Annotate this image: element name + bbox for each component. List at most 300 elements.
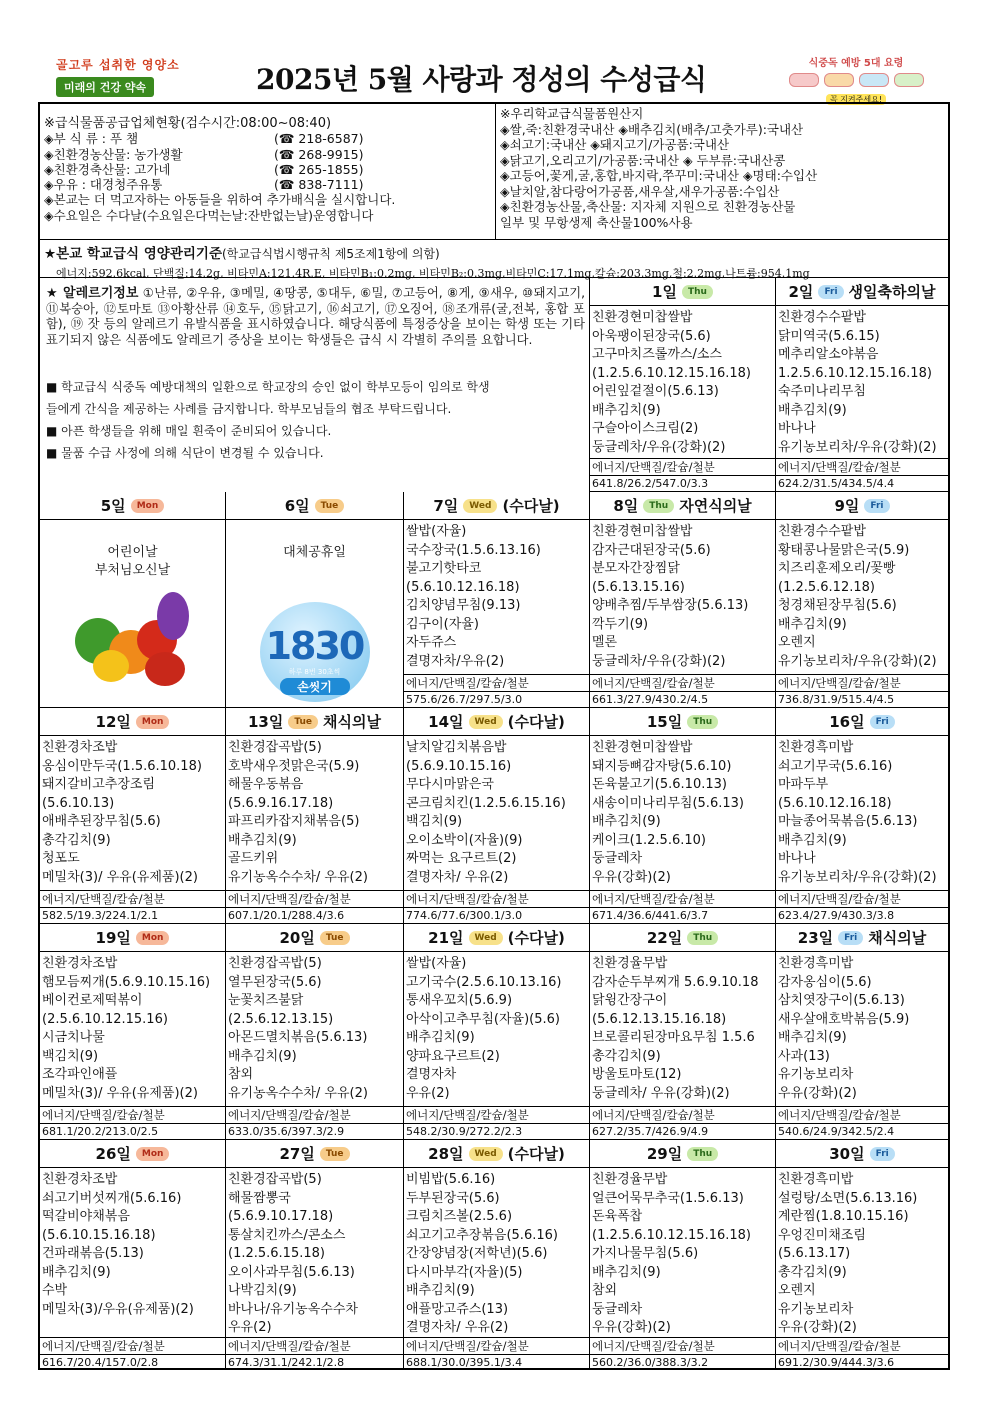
- menu-item: 친환경현미찹쌀밥: [592, 524, 693, 539]
- menu-item: 크림치즈볼(2.5.6): [406, 1209, 513, 1224]
- nutrition-values: 575.6/26.7/297.5/3.0: [404, 691, 589, 707]
- day-cell: [590, 278, 776, 492]
- weekday-badge: Mon: [131, 499, 165, 513]
- menu-item: 둥글레차: [592, 851, 643, 866]
- menu-item: 다시마부각(자율)(5): [406, 1264, 523, 1280]
- menu-item: 열무된장국(5.6): [228, 974, 322, 990]
- weekday-badge: Wed: [463, 499, 497, 513]
- menu-list: [40, 736, 225, 887]
- menu-item: 배추김치(9): [406, 1030, 475, 1045]
- holiday-note: [226, 520, 403, 562]
- menu-item: (5.6.9.10.17.18): [228, 1209, 334, 1224]
- weekday-badge: Fri: [818, 285, 843, 299]
- day-header: [226, 708, 403, 736]
- nutrition-values: 774.6/77.6/300.1/3.0: [404, 907, 589, 923]
- origin-info: [496, 104, 948, 240]
- origin-line: ◈닭고기,오리고기/가공품:국내산 ◈ 두부류:국내산콩: [500, 152, 786, 168]
- menu-item: 마늘종어묵볶음(5.6.13): [778, 814, 918, 829]
- day-header: [590, 708, 775, 736]
- day-header: [226, 492, 403, 520]
- menu-item: 결명자차/ 우유(2): [406, 869, 509, 885]
- menu-item: 돈육폭찹: [592, 1209, 643, 1224]
- supplier-row: ◈우유 : 대경청주유통 (☎ 838-7111): [44, 177, 364, 193]
- menu-item: 오렌지: [778, 635, 816, 650]
- nutrition-values: 671.4/36.6/441.6/3.7: [590, 907, 775, 923]
- day-header: [40, 924, 225, 952]
- day-event: (수다날): [502, 497, 560, 515]
- nutrition-label: 에너지/단백질/칼슘/철분: [40, 1337, 225, 1354]
- menu-item: 해물짬뽕국: [228, 1190, 291, 1206]
- menu-item: 배추김치(9): [228, 832, 297, 848]
- menu-item: 비빔밥(5.6.16): [406, 1172, 496, 1187]
- day-number: 26일: [95, 1145, 131, 1163]
- menu-list: [404, 736, 589, 887]
- nutrition-label: 에너지/단백질/칼슘/철분: [404, 674, 589, 691]
- menu-item: 청포도: [42, 851, 80, 866]
- menu-item: 쌀밥(자율): [406, 524, 467, 539]
- day-header: [776, 1140, 948, 1168]
- menu-item: 메밀차(3)/ 우유(유제품)(2): [42, 869, 198, 885]
- menu-item: 참외: [592, 1283, 618, 1298]
- holiday-name: 부처님오신날: [94, 563, 171, 578]
- menu-item: 우엉진미채조림: [778, 1227, 866, 1243]
- menu-item: 돼지갈비고추장조림: [42, 777, 156, 792]
- menu-item: 우유(2): [406, 1085, 450, 1101]
- day-header: [226, 924, 403, 952]
- menu-item: 골드키위: [228, 851, 279, 866]
- allergy-text: ①난류, ②우유, ③메밀, ④땅콩, ⑤대두, ⑥밀, ⑦고등어, ⑧게, ⑨새우, ⑩돼지고기, ⑪복숭아, ⑫토마토 ⑬아황산류 ⑭호두, ⑮닭고기, ⑯쇠고기, ⑰오징어, ⑱조개류(굴,전복, 홍합 포함), ⑲ 잣 등의 알레르기 유발식품을 표시하였습니다. 해당식품에 특정증상을 보이는 학생 또는 기타 표기되지 않은 식품에도 알레르기 증상을 보이는 학생들은 급식 시 각별히 주의를 요합니다.: [46, 286, 585, 347]
- menu-item: 친환경차조밥: [42, 740, 118, 755]
- day-number: 9일: [834, 497, 860, 515]
- menu-item: 메밀차(3)/우유(유제품)(2): [42, 1301, 194, 1317]
- menu-item: 어린잎겉절이(5.6.13): [592, 384, 719, 399]
- day-header: [776, 924, 948, 952]
- menu-item: 돼지등뼈감자탕(5.6.10): [592, 758, 732, 774]
- notice-list: [46, 376, 585, 464]
- day-header: [404, 924, 589, 952]
- menu-item: 양파요구르트(2): [406, 1048, 500, 1064]
- menu-item: (1.2.5.6.10.12.15.16.18): [592, 365, 751, 381]
- menu-item: 설렁탕/소면(5.6.13.16): [778, 1190, 918, 1206]
- menu-list: [226, 1168, 403, 1338]
- menu-item: 친환경잡곡밥(5): [228, 740, 322, 755]
- weekday-badge: Thu: [682, 285, 713, 299]
- menu-item: 배추김치(9): [592, 1264, 661, 1280]
- day-event: (수다날): [507, 929, 565, 947]
- nutrition-label: 에너지/단백질/칼슘/철분: [590, 674, 775, 691]
- menu-item: 무다시마맑은국: [406, 777, 494, 792]
- nutrition-values: 661.3/27.9/430.2/4.5: [590, 691, 775, 707]
- menu-item: 우유(강화)(2): [592, 1320, 671, 1335]
- menu-item: 수박: [42, 1283, 68, 1298]
- menu-item: 김치양념무침(9.13): [406, 598, 521, 613]
- menu-item: (1.2.5.6.12.18): [778, 579, 875, 595]
- nutrition-values: 582.5/19.3/224.1/2.1: [40, 907, 225, 923]
- nutrition-values: 540.6/24.9/342.5/2.4: [776, 1123, 948, 1139]
- day-cell: [776, 1140, 948, 1370]
- menu-item: 숙주미나리무침: [778, 384, 866, 399]
- nutrition-values: 607.1/20.1/288.4/3.6: [226, 907, 403, 923]
- weekday-badge: Thu: [687, 1147, 718, 1161]
- menu-list: [776, 306, 948, 457]
- day-event: 생일축하의날: [848, 283, 936, 301]
- menu-item: (1.2.5.6.15.18): [228, 1246, 325, 1261]
- menu-list: [404, 1168, 589, 1338]
- menu-item: 호박새우젓맑은국(5.9): [228, 758, 360, 774]
- allergy-info: [40, 278, 590, 492]
- day-header: [776, 278, 948, 306]
- menu-item: 유기농보리차/우유(강화)(2): [778, 869, 937, 885]
- menu-item: 배추김치(9): [42, 1264, 111, 1280]
- day-header: [776, 708, 948, 736]
- menu-item: 간장양념장(저학년)(5.6): [406, 1246, 548, 1261]
- menu-item: 짜먹는 요구르트(2): [406, 851, 517, 866]
- menu-item: 쇠고기고추장볶음(5.6.16): [406, 1227, 558, 1243]
- menu-list: [590, 306, 775, 457]
- menu-item: 양배추찜/두부쌈장(5.6.13): [592, 598, 749, 613]
- holiday-name: 어린이날: [107, 545, 158, 560]
- origin-line: 일부 및 무항생제 축산물100%사용: [500, 214, 693, 230]
- menu-item: 친환경수수팥밥: [778, 310, 866, 325]
- day-header: [40, 1140, 225, 1168]
- menu-item: 백김치(9): [42, 1048, 99, 1064]
- menu-item: 배추김치(9): [778, 616, 847, 632]
- menu-item: 애배추된장무침(5.6): [42, 814, 161, 829]
- nutrition-values: 674.3/31.1/242.1/2.8: [226, 1354, 403, 1370]
- menu-list: [590, 520, 775, 671]
- menu-item: 두부된장국(5.6): [406, 1190, 500, 1206]
- safety-tip-icon: [894, 73, 924, 87]
- day-number: 29일: [646, 1145, 683, 1163]
- menu-item: 우유(강화)(2): [592, 869, 671, 885]
- supplier-title: ※급식물품공급업체현황(검수시간:08:00~08:40): [44, 116, 332, 131]
- menu-item: 친환경흑미밥: [778, 740, 854, 755]
- nutrition-label: 에너지/단백질/칼슘/철분: [40, 1106, 225, 1123]
- menu-item: 돈육불고기(5.6.10.13): [592, 777, 727, 792]
- menu-item: 배추김치(9): [778, 402, 847, 418]
- menu-item: (5.6.10.12.16.18): [406, 579, 520, 595]
- nutrition-label: 에너지/단백질/칼슘/철분: [590, 1337, 775, 1354]
- menu-item: (2.5.6.12.13.15): [228, 1011, 334, 1027]
- nutrition-label: 에너지/단백질/칼슘/철분: [776, 890, 948, 907]
- day-number: 19일: [95, 929, 131, 947]
- nutrition-values: 616.7/20.4/157.0/2.8: [40, 1354, 225, 1370]
- menu-item: 1.2.5.6.10.12.15.16.18): [778, 365, 932, 381]
- menu-item: 친환경차조밥: [42, 1172, 118, 1187]
- menu-item: (2.5.6.10.12.15.16): [42, 1011, 168, 1027]
- menu-item: 청경채된장무침(5.6): [778, 598, 897, 613]
- origin-line: ◈쇠고기:국내산 ◈돼지고기/가공품:국내산: [500, 137, 730, 152]
- holiday-note: [40, 520, 225, 580]
- menu-item: 쌀밥(자율): [406, 956, 467, 971]
- menu-item: (1.2.5.6.10.12.15.16.18): [592, 1227, 751, 1243]
- menu-item: 브로콜리된장마요무침 1.5.6: [592, 1030, 755, 1045]
- menu-item: 오렌지: [778, 1283, 816, 1298]
- menu-item: 고기국수(2.5.6.10.13.16): [406, 974, 562, 990]
- nutrition-label: 에너지/단백질/칼슘/철분: [776, 458, 948, 475]
- fruit-illustration: [73, 590, 193, 690]
- menu-item: (5.6.10.15.16.18): [42, 1227, 156, 1243]
- weekday-badge: Fri: [870, 1147, 895, 1161]
- weekday-badge: Thu: [687, 715, 718, 729]
- day-cell: [226, 492, 404, 708]
- menu-list: [776, 1168, 948, 1338]
- menu-item: 콘크림치킨(1.2.5.6.15.16): [406, 795, 566, 811]
- menu-item: (5.6.13.15.16): [592, 579, 685, 595]
- day-header: [404, 708, 589, 736]
- nutrition-label: 에너지/단백질/칼슘/철분: [404, 1106, 589, 1123]
- menu-item: 결명자차/ 우유(2): [406, 1320, 509, 1335]
- menu-list: [776, 952, 948, 1103]
- menu-item: 친환경차조밥: [42, 956, 118, 971]
- menu-item: 오이소박이(자율)(9): [406, 832, 523, 848]
- menu-item: 바나나: [778, 421, 816, 436]
- menu-item: 계란찜(1.8.10.15.16): [778, 1209, 909, 1224]
- menu-item: (5.6.12.13.15.16.18): [592, 1011, 727, 1027]
- day-cell: [776, 924, 948, 1140]
- menu-item: 유기농보리차: [778, 1301, 854, 1317]
- origin-line: ◈쌀,죽:친환경국내산 ◈배추김치(배추/고춧가루):국내산: [500, 121, 804, 137]
- day-number: 23일: [797, 929, 834, 947]
- day-number: 12일: [95, 713, 131, 731]
- menu-list: [590, 952, 775, 1103]
- menu-item: 조각파인애플: [42, 1067, 118, 1082]
- menu-item: 친환경현미찹쌀밥: [592, 740, 693, 755]
- menu-item: 오이사과무침(5.6.13): [228, 1264, 355, 1280]
- menu-item: 아몬드멸치볶음(5.6.13): [228, 1030, 368, 1045]
- day-header: [404, 492, 589, 520]
- menu-list: [590, 1168, 775, 1338]
- day-number: 30일: [829, 1145, 865, 1163]
- weekday-badge: Fri: [870, 715, 895, 729]
- nutrition-values: 627.2/35.7/426.9/4.9: [590, 1123, 775, 1139]
- day-number: 1일: [652, 283, 677, 301]
- menu-item: 통살치킨까스/콘소스: [228, 1227, 346, 1243]
- menu-item: 유기농옥수수차/ 우유(2): [228, 1085, 368, 1101]
- day-number: 20일: [279, 929, 315, 947]
- menu-item: 떡갈비야채볶음: [42, 1209, 130, 1224]
- day-header: [776, 492, 948, 520]
- day-event: (수다날): [507, 713, 565, 731]
- menu-list: [40, 1168, 225, 1319]
- menu-item: (5.6.10.12.16.18): [778, 795, 892, 811]
- menu-item: 분모자간장찜닭: [592, 561, 680, 576]
- menu-item: 애플망고쥬스(13): [406, 1301, 509, 1317]
- nutrition-label: 에너지/단백질/칼슘/철분: [590, 1106, 775, 1123]
- nutrition-values: 560.2/36.0/388.3/3.2: [590, 1354, 775, 1370]
- menu-item: 친환경현미찹쌀밥: [592, 310, 693, 325]
- nutrition-label: 에너지/단백질/칼슘/철분: [404, 1337, 589, 1354]
- menu-item: 해물우동볶음: [228, 777, 304, 792]
- menu-item: 삼치엿장구이(5.6.13): [778, 993, 905, 1008]
- nutrition-values: 641.8/26.2/547.0/3.3: [590, 475, 775, 491]
- day-header: [590, 1140, 775, 1168]
- nutrition-values: 548.2/30.9/272.2/2.3: [404, 1123, 589, 1139]
- menu-item: 통새우꼬치(5.6.9): [406, 993, 513, 1008]
- menu-item: 바나나: [778, 851, 816, 866]
- weekday-badge: Wed: [469, 715, 503, 729]
- menu-item: 시금치나물: [42, 1030, 105, 1045]
- day-number: 21일: [428, 929, 464, 947]
- day-header: [40, 492, 225, 520]
- menu-item: 배추김치(9): [592, 402, 661, 418]
- food-safety-icons: [770, 73, 942, 87]
- fruit-shape: [145, 652, 185, 686]
- menu-item: 불고기핫타코: [406, 561, 482, 576]
- day-cell: [226, 708, 404, 924]
- notice-item: ■ 물품 수급 사정에 의해 식단이 변경될 수 있습니다.: [46, 446, 324, 460]
- day-cell: [40, 708, 226, 924]
- logo-text-1: 골고루: [56, 58, 99, 72]
- weekday-badge: Wed: [469, 1147, 503, 1161]
- weekday-badge: Tue: [320, 931, 350, 945]
- notice-item: ■ 학교급식 식중독 예방대책의 일환으로 학교장의 승인 없이 학부모등이 임의로 학생: [46, 380, 490, 394]
- day-cell: [226, 1140, 404, 1370]
- day-cell: [590, 1140, 776, 1370]
- menu-item: 친환경흑미밥: [778, 1172, 854, 1187]
- menu-item: 배추김치(9): [228, 1048, 297, 1064]
- menu-item: 메밀차(3)/ 우유(유제품)(2): [42, 1085, 198, 1101]
- weekday-badge: Fri: [838, 931, 863, 945]
- menu-item: 사과(13): [778, 1048, 830, 1064]
- nutrition-values: 691.2/30.9/444.3/3.6: [776, 1354, 948, 1370]
- food-safety-title: 식중독 예방 5대 요령: [808, 58, 904, 69]
- weekday-badge: Mon: [136, 1147, 170, 1161]
- menu-list: [404, 952, 589, 1103]
- menu-item: 나박김치(9): [228, 1283, 297, 1298]
- menu-item: 결명자차/우유(2): [406, 653, 505, 669]
- supplier-row: ◈부 식 류 : 푸 챔 (☎ 218-6587): [44, 131, 364, 147]
- weekday-badge: Tue: [288, 715, 318, 729]
- menu-item: 메추리알소야볶음: [778, 347, 879, 362]
- menu-item: 결명자차: [406, 1067, 457, 1082]
- nutrition-label: 에너지/단백질/칼슘/철분: [776, 1337, 948, 1354]
- logo-text-3: 영양소: [136, 58, 180, 72]
- day-number: 16일: [829, 713, 865, 731]
- day-header: [590, 492, 775, 520]
- safety-tip-icon: [859, 73, 889, 87]
- nutrition-values: 681.1/20.2/213.0/2.5: [40, 1123, 225, 1139]
- weekday-badge: Tue: [320, 1147, 350, 1161]
- menu-item: 케이크(1.2.5.6.10): [592, 832, 706, 848]
- menu-item: 둥글레차/ 우유(강화)(2): [592, 1085, 730, 1101]
- day-event: (수다날): [507, 1145, 565, 1163]
- menu-item: 김구이(자율): [406, 616, 479, 632]
- menu-item: 치즈리훈제오리/꽃빵: [778, 561, 896, 576]
- menu-item: (5.6.13.17): [778, 1246, 851, 1261]
- menu-item: 감자옹심이(5.6): [778, 974, 872, 990]
- day-header: [590, 278, 775, 306]
- day-header: [40, 708, 225, 736]
- menu-item: 우유(강화)(2): [778, 1085, 857, 1101]
- handwash-badge: [250, 592, 380, 708]
- nutrition-label: 에너지/단백질/칼슘/철분: [226, 1337, 403, 1354]
- day-cell: [776, 708, 948, 924]
- weekday-badge: Tue: [315, 499, 345, 513]
- fruit-shape: [93, 650, 129, 682]
- menu-list: [404, 520, 589, 671]
- nutrition-label: 에너지/단백질/칼슘/철분: [776, 674, 948, 691]
- nutrition-label: 에너지/단백질/칼슘/철분: [404, 890, 589, 907]
- weekday-badge: Thu: [687, 931, 718, 945]
- day-cell: [404, 1140, 590, 1370]
- menu-item: 햄모듬찌개(5.6.9.10.15.16): [42, 974, 211, 990]
- nutrition-label: 에너지/단백질/칼슘/철분: [776, 1106, 948, 1123]
- menu-list: [776, 520, 948, 671]
- day-header: [404, 1140, 589, 1168]
- menu-item: 배추김치(9): [778, 832, 847, 848]
- menu-item: 친환경잡곡밥(5): [228, 1172, 322, 1187]
- menu-item: 눈꽃치즈불닭: [228, 993, 304, 1008]
- day-number: 5일: [100, 497, 126, 515]
- menu-frame: [38, 102, 950, 1370]
- day-cell: [776, 492, 948, 708]
- menu-item: (5.6.9.10.15.16): [406, 758, 512, 774]
- holiday-name: 대체공휴일: [283, 545, 346, 560]
- supplier-row: ◈친환경농산물: 농가생활 (☎ 268-9915): [44, 146, 364, 162]
- origin-line: ◈고등어,꽃게,굴,홍합,바지락,쭈꾸미:국내산 ◈명태:수입산: [500, 168, 818, 183]
- day-cell: [226, 924, 404, 1140]
- menu-item: 참외: [228, 1067, 254, 1082]
- weekday-badge: Wed: [469, 931, 503, 945]
- day-number: 7일: [433, 497, 459, 515]
- nutrition-label: 에너지/단백질/칼슘/철분: [40, 890, 225, 907]
- day-number: 8일: [613, 497, 639, 515]
- weekday-badge: Fri: [864, 499, 889, 513]
- menu-item: 배추김치(9): [592, 814, 661, 829]
- day-number: 27일: [279, 1145, 315, 1163]
- menu-item: 유기농옥수수차/ 우유(2): [228, 869, 368, 885]
- day-number: 6일: [284, 497, 310, 515]
- menu-item: 방울토마토(12): [592, 1067, 682, 1082]
- menu-item: 친환경율무밥: [592, 1172, 668, 1187]
- menu-item: 파프리카잡지채볶음(5): [228, 814, 360, 829]
- safety-tip-icon: [789, 73, 819, 87]
- menu-item: 깍두기(9): [592, 616, 649, 632]
- menu-item: 유기농보리차/우유(강화)(2): [778, 653, 937, 669]
- nutrition-values: 633.0/35.6/397.3/2.9: [226, 1123, 403, 1139]
- menu-item: 배추김치(9): [406, 1283, 475, 1298]
- menu-item: 건파래볶음(5.13): [42, 1246, 144, 1261]
- nutrition-values: 624.2/31.5/434.5/4.4: [776, 475, 948, 491]
- nutrition-values: 688.1/30.0/395.1/3.4: [404, 1354, 589, 1370]
- handwash-number: 1830: [265, 624, 364, 668]
- menu-item: 우유(2): [228, 1320, 272, 1335]
- nutrition-label: 에너지/단백질/칼슘/철분: [226, 890, 403, 907]
- day-cell: [590, 708, 776, 924]
- menu-item: 새우살애호박볶음(5.9): [778, 1011, 910, 1027]
- menu-item: 쇠고기무국(5.6.16): [778, 758, 893, 774]
- menu-item: 감자순두부찌개 5.6.9.10.18: [592, 974, 759, 990]
- menu-item: 아욱팽이된장국(5.6): [592, 328, 711, 344]
- menu-item: 배추김치(9): [778, 1030, 847, 1045]
- day-number: 13일: [247, 713, 284, 731]
- nutrition-standard: [40, 240, 948, 278]
- menu-item: 친환경율무밥: [592, 956, 668, 971]
- supplier-note: ◈본교는 더 먹고자하는 아동들을 위하여 추가배식을 실시합니다.: [44, 192, 396, 208]
- weekday-badge: Thu: [643, 499, 674, 513]
- day-cell: [776, 278, 948, 492]
- menu-item: 가지나물무침(5.6): [592, 1246, 699, 1261]
- menu-item: 쇠고기버섯찌개(5.6.16): [42, 1190, 182, 1206]
- menu-item: 국수장국(1.5.6.13.16): [406, 542, 541, 558]
- allergy-title: ★ 알레르기정보: [46, 286, 139, 301]
- day-number: 2일: [788, 283, 814, 301]
- day-cell: [40, 1140, 226, 1370]
- menu-item: 아삭이고추무침(자율)(5.6): [406, 1011, 560, 1027]
- handwash-sub: 하루 8번 30초씩: [288, 668, 341, 676]
- menu-item: 둥글레차/우유(강화)(2): [592, 439, 726, 455]
